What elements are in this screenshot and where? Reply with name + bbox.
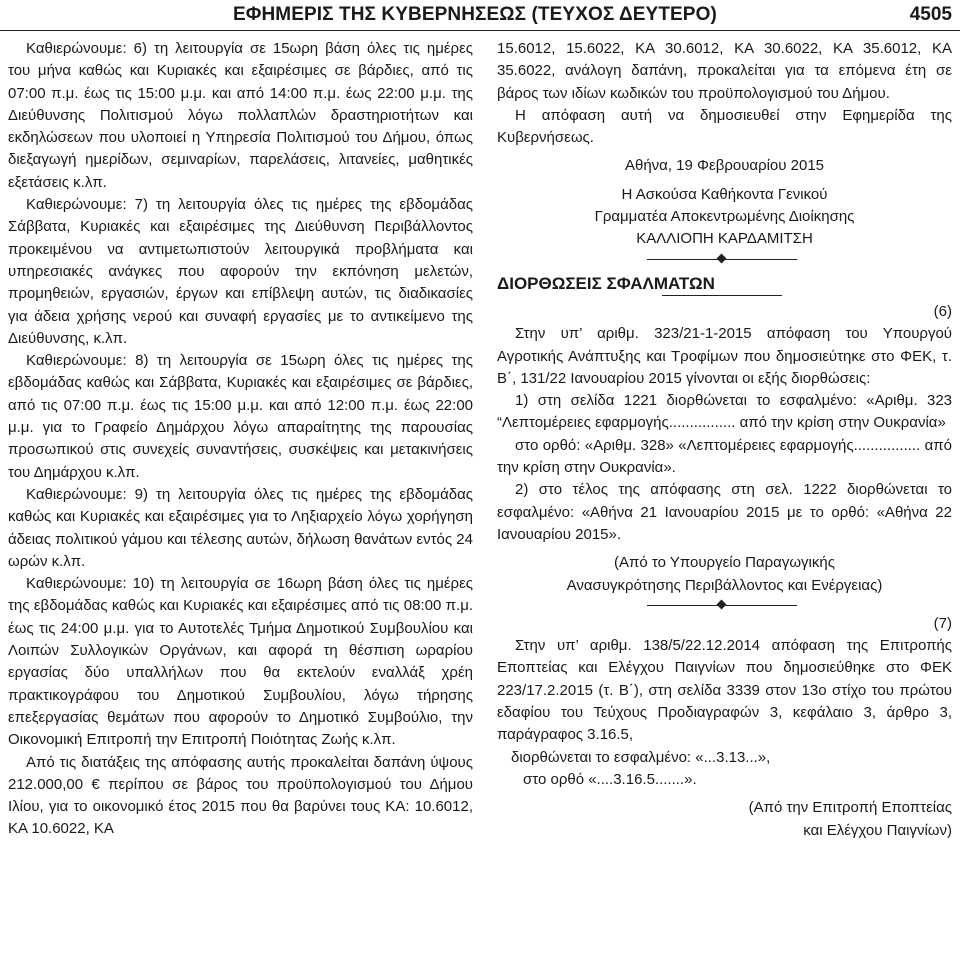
correction-number-7: (7) xyxy=(933,614,952,632)
right-column xyxy=(497,38,952,842)
section-heading: ΔΙΟΡΘΩΣΕΙΣ ΣΦΑΛΜΑΤΩΝ xyxy=(497,273,715,293)
gazette-title: ΕΦΗΜΕΡΙΣ ΤΗΣ ΚΥΒΕΡΝΗΣΕΩΣ (ΤΕΥΧΟΣ ΔΕΥΤΕΡΟ) xyxy=(233,4,717,25)
signatory-role-line-2: Γραμματέα Αποκεντρωμένης Διοίκησης xyxy=(594,208,855,226)
paragraph-item-9: Καθιερώνουμε: 9) τη λειτουργία όλες τις ημέρες της εβδομάδας καθώς και Κυριακές και εξαιρέσιμες για το Ληξιαρχείο λόγω χορήγηση άδειας πολιτικού γάμου και τέλεσης αυτών, δήλωση θανάτων εντός 24 ωρών κ.λπ. xyxy=(8,485,473,570)
correction-6-item-1-correct: στο ορθό: «Αριθμ. 328» «Λεπτομέρειες εφαρμογής................ από την κρίση στην Ουκρανία». xyxy=(497,436,952,477)
correction-7-correct: στο ορθό «....3.16.5.......». xyxy=(523,770,697,788)
heading-underline xyxy=(497,295,952,301)
diamond-icon xyxy=(717,599,727,609)
paragraph-item-8: Καθιερώνουμε: 8) τη λειτουργία σε 15ωρη όλες τις ημέρες της εβδομάδας καθώς και Σάββατα, Κυριακές και εξαιρέσιμες σε βάρδιες, από τις 07:00 π.μ. έως τις 15:00 μ.μ. και από 12:00 π.μ. έως 22:00 μ.μ. για το Γραφείο Δημάρχου λόγω απαραίτητης της παρουσίας προσωπικού στις συνεχείς συναντήσεις, συσκέψεις και μετακινήσεις του Δημάρχου κ.λπ. xyxy=(8,352,473,481)
paragraph-item-10: Καθιερώνουμε: 10) τη λειτουργία σε 16ωρη βάση όλες τις ημέρες της εβδομάδας καθώς και Κυριακές και εξαιρέσιμες από τις 08:00 π.μ. έως τις 24:00 μ.μ. για το Αυτοτελές Τμήμα Δημοτικού Συμβουλίου και Λοιπών Συλλογικών Οργάνων, και αφορά τη θέσπιση ωραρίου εργασίας δύο υπαλλήλων που θα εκτελούν εναλλάξ χρέη πρακτικογράφου του Δημοτικού Συμβουλίου, λόγω τήρησης επεξεργασίας θεμάτων που αφορούν το Δημοτικό Συμβούλιο, την Οικονομική Επιτροπή την Επιτροπή Ποιότητας Ζωής κ.λπ. xyxy=(8,575,473,749)
section-separator xyxy=(497,251,952,267)
correction-separator xyxy=(497,597,952,613)
correction-number-6: (6) xyxy=(933,302,952,320)
paragraph-continuation: 15.6012, 15.6022, ΚΑ 30.6012, ΚΑ 30.6022, ΚΑ 35.6012, ΚΑ 35.6022, ανάλογη δαπάνη, προκαλείται για τα επόμενα έτη σε βάρος των ιδίων κωδικών του προϋπολογισμού του Δήμου. xyxy=(497,40,952,102)
left-column xyxy=(8,38,473,841)
paragraph-item-7: Καθιερώνουμε: 7) τη λειτουργία όλες τις ημέρες της εβδομάδας Σάββατα, Κυριακές και εξαιρέσιμες της Διεύθυνση Περιβάλλοντος προκειμένου να αντιμετωπιστούν λειτουργικά προβλήματα και υπηρεσιακές ανάγκες που αφορούν την εκπόνηση μελετών, προμηθειών, εργασιών, έργων και επίβλεψη αυτών, τις διαδικασίες για άδεια χρήσης νερού και συναφή εργασίες με το αντικείμενο της Διεύθυνσης, κ.λπ. xyxy=(8,196,473,347)
header-divider xyxy=(0,30,960,31)
correction-7-source-line-2: και Ελέγχου Παιγνίων) xyxy=(803,821,952,839)
signatory-name: ΚΑΛΛΙΟΠΗ ΚΑΡΔΑΜΙΤΣΗ xyxy=(636,230,813,248)
page-number: 4505 xyxy=(909,4,952,25)
correction-6-item-2: 2) στο τέλος της απόφασης στη σελ. 1222 διορθώνεται το εσφαλμένο: «Αθήνα 21 Ιανουαρίου 2015 με το ορθό: «Αθήνα 22 Ιανουαρίου 2015». xyxy=(497,481,952,543)
page-header xyxy=(0,0,960,34)
publication-note: Η απόφαση αυτή να δημοσιευθεί στην Εφημερίδα της Κυβερνήσεως. xyxy=(497,106,952,147)
correction-6-intro: Στην υπ’ αριθμ. 323/21-1-2015 απόφαση του Υπουργού Αγροτικής Ανάπτυξης και Τροφίμων που δημοσιεύτηκε στο ΦΕΚ, τ. Β΄, 131/22 Ιανουαρίου 2015 γίνονται οι εξής διορθώσεις: xyxy=(497,325,952,387)
correction-6-item-1: 1) στη σελίδα 1221 διορθώνεται το εσφαλμένο: «Αριθμ. 323 “Λεπτομέρειες εφαρμογής................ από την κρίση στην Ουκρανία» xyxy=(497,392,952,432)
place-date: Αθήνα, 19 Φεβρουαρίου 2015 xyxy=(624,157,825,175)
signatory-role-line-1: Η Ασκούσα Καθήκοντα Γενικού xyxy=(621,185,828,203)
correction-7-intro: Στην υπ’ αριθμ. 138/5/22.12.2014 απόφαση της Επιτροπής Εποπτείας και Ελέγχου Παιγνίων που δημοσιεύθηκε στο ΦΕΚ 223/17.2.2015 (τ. Β΄), στη σελίδα 3339 στον 13ο στίχο του πρώτου εδαφίου του Τεύχους Προδιαγραφών 3, κεφάλαιο 3, άρθρο 3, παράγραφος 3.16.5, xyxy=(497,637,952,744)
correction-7-source-line-1: (Από την Επιτροπή Εποπτείας xyxy=(748,799,952,817)
paragraph-item-6: Καθιερώνουμε: 6) τη λειτουργία σε 15ωρη βάση όλες τις ημέρες του μήνα καθώς και Κυριακές και εξαιρέσιμες σε βάρδιες, από τις 07:00 π.μ. έως τις 15:00 μ.μ. και από 14:00 π.μ. έως 22:00 μ.μ. της Διεύθυνσης Πολιτισμού λόγω πολλαπλών δραστηριοτήτων και εκδηλώσεων που υλοποιεί η Υπηρεσία Πολιτισμού του Δήμου, όπως διεξαγωγή ημερίδων, σεμιναρίων, παρελάσεις, λιτανείες, μαθητικές εξετάσεις κ.λπ. xyxy=(8,40,473,191)
diamond-icon xyxy=(717,253,727,263)
correction-6-source-line-1: (Από το Υπουργείο Παραγωγικής xyxy=(614,554,835,572)
correction-7-wrong: διορθώνεται το εσφαλμένο: «...3.13...», xyxy=(511,748,771,766)
paragraph-expense: Από τις διατάξεις της απόφασης αυτής προκαλείται δαπάνη ύψους 212.000,00 € περίπου σε βάρος του προϋπολογισμού του Δήμου Ιλίου, για το οικονομικό έτος 2015 που θα βαρύνει τους ΚΑ: 10.6012, ΚΑ 10.6022, ΚΑ xyxy=(8,753,473,838)
correction-6-source-line-2: Ανασυγκρότησης Περιβάλλοντος και Ενέργειας) xyxy=(566,576,883,594)
